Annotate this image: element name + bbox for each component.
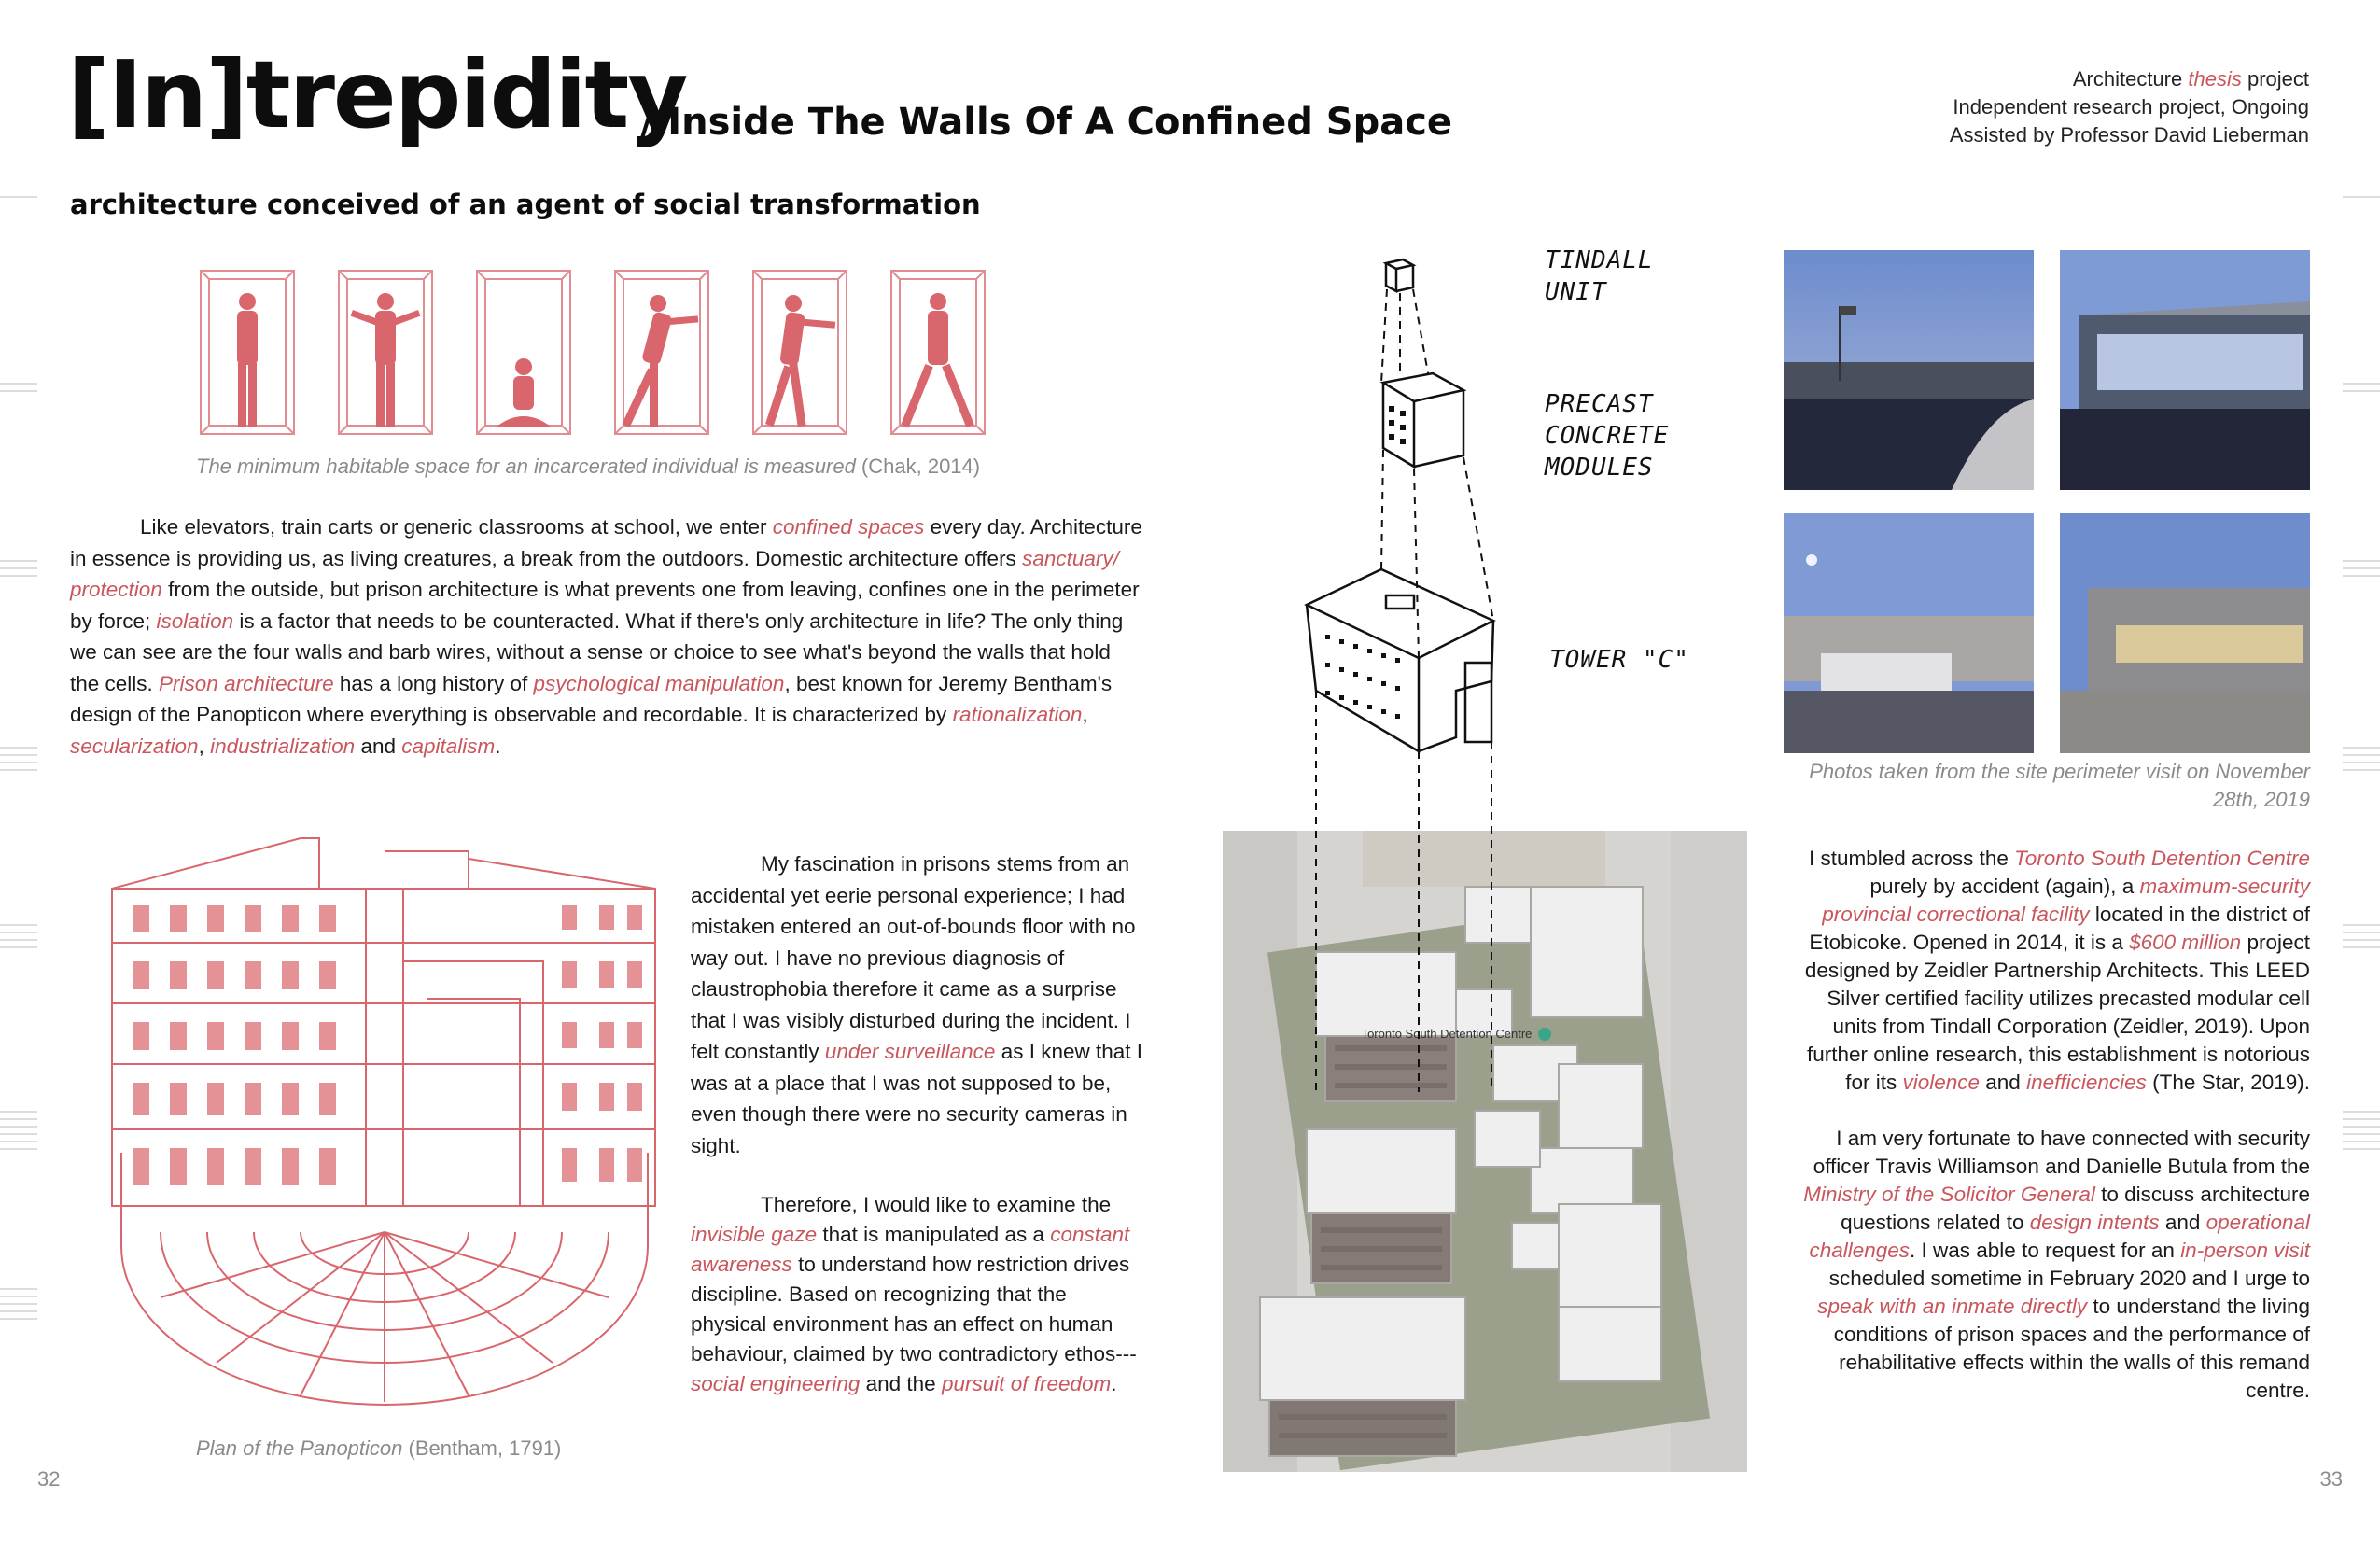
page-number-right: 33	[2319, 1467, 2343, 1491]
page-title-sub: //Inside The Walls Of A Confined Space	[640, 101, 1453, 144]
project-info-line-1: Architecture thesis project	[2072, 67, 2309, 91]
contact-paragraph: I am very fortunate to have connected with security officer Travis Williamson and Danielle Butula from the Ministry of the Solicitor General to discuss architecture questions related to design intents and operational challenges. I was able to request for an in-person visit scheduled sometime in February 2020 and I urge to speak with an inmate directly to understand the living conditions of prison spaces and the performance of rehabilitative effects within the walls of this remand centre.	[1803, 1127, 2310, 1402]
site-photo-1	[1784, 250, 2034, 490]
figure-pushing	[622, 295, 698, 427]
site-photo-2	[2060, 250, 2310, 490]
project-info-line-3: Assisted by Professor David Lieberman	[1949, 123, 2309, 147]
map-pin-icon	[1538, 1028, 1551, 1041]
intro-paragraph: Like elevators, train carts or generic classrooms at school, we enter confined spaces every day. Architecture in essence is providing us, as living creatures, a break from the outdoors. Domestic architecture offers sanctuary/ protection from the outside, but prison architecture is what prevents one from leaving, confines one in the perimeter by force; isolation is a factor that needs to be counteracted. What if there's only architecture in life? The only thing we can see are the four walls and barb wires, without a sense or choice to see what's beyond the walls that hold the cells. Prison architecture has a long history of psychological manipulation, best known for Jeremy Bentham's design of the Panopticon where everything is observable and recordable. It is characterized by rationalization, secularization, industrialization and capitalism.	[70, 515, 1142, 758]
panopticon-plan	[121, 1153, 648, 1405]
module-cells	[1325, 406, 1406, 719]
figure-stretching	[901, 293, 974, 427]
page-title: [In]trepidity	[67, 40, 687, 149]
diagram-label-tindall-unit: TINDALL UNIT	[1545, 246, 1654, 306]
tindall-unit-drawing	[1386, 259, 1413, 291]
exploded-axonometric-diagram	[1297, 252, 1540, 1092]
site-photo-4	[2060, 513, 2310, 753]
project-info-line-2: Independent research project, Ongoing	[1953, 95, 2309, 119]
examine-paragraph: Therefore, I would like to examine the invisible gaze that is manipulated as a constant awareness to understand how restriction drives discipline. Based on recognizing that the physical environment has an effect on human behaviour, claimed by two contradictory ethos---social engineering and the pursuit of freedom.	[691, 1193, 1137, 1395]
site-photo-3	[1784, 513, 2034, 753]
map-label: Toronto South Detention Centre	[1361, 1027, 1533, 1041]
figure-arms-out	[351, 293, 421, 427]
figure-standing	[237, 293, 258, 427]
page-number-left: 32	[37, 1467, 61, 1491]
precast-module-drawing	[1383, 373, 1463, 467]
detention-centre-paragraph: I stumbled across the Toronto South Detention Centre purely by accident (again), a maximum-security provincial correctional facility located in the district of Etobicoke. Opened in 2014, it is a $600 million project designed by Zeidler Partnership Architects. This LEED Silver certified facility utilizes precasted modular cell units from Tindall Corporation (Zeidler, 2019). Upon further online research, this establishment is notorious for its violence and inefficiencies (The Star, 2019).	[1804, 847, 2310, 1094]
panopticon-drawing	[105, 831, 665, 1414]
fascination-paragraph: My fascination in prisons stems from an accidental yet eerie personal experience; I had mistaken entered an out-of-bounds floor with no way out. I have no previous diagnosis of claustrophobia therefore it came as a surprise that I was visibly disturbed during the incident. I felt constantly under surveillance as I knew that I was at a place that I was not supposed to be, even though there were no security cameras in sight.	[691, 852, 1143, 1157]
panopticon-windows	[133, 905, 642, 1185]
diagram-label-tower-c: TOWER "C"	[1549, 646, 1689, 674]
page-subtitle: architecture conceived of an agent of social transformation	[70, 189, 981, 220]
diagram-label-precast-modules: PRECAST CONCRETE MODULES	[1545, 390, 1670, 482]
panopticon-caption: Plan of the Panopticon (Bentham, 1791)	[196, 1436, 562, 1460]
cells-caption: The minimum habitable space for an incarcerated individual is measured (Chak, 2014)	[196, 455, 981, 478]
figure-leaning	[765, 295, 835, 427]
panopticon-roof	[112, 838, 319, 889]
project-info	[1950, 65, 2309, 149]
photos-caption: Photos taken from the site perimeter visit on November 28th, 2019	[1809, 760, 2310, 811]
figure-sitting	[497, 358, 551, 427]
cell-figures	[196, 266, 999, 439]
